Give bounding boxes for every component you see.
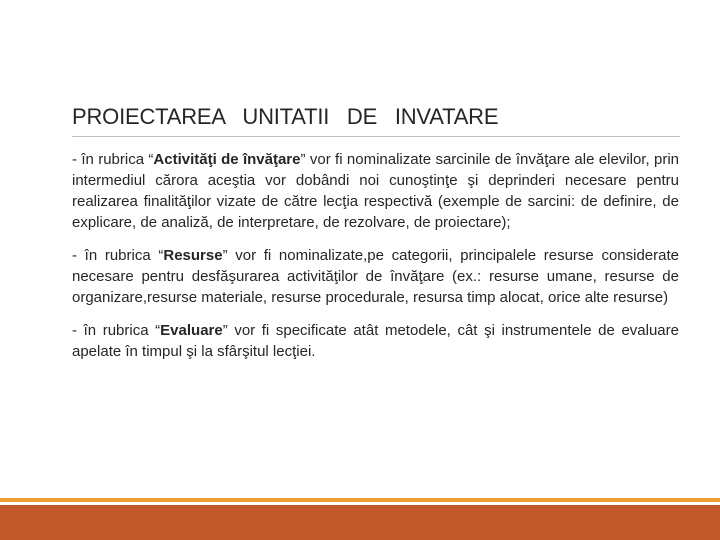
paragraph-text: ” vor fi nominalizate,pe categorii, principalele resurse considerate necesare pentru desfăşurarea activităţilor de învăţare (ex.: resurse umane, resurse de organizare,resurse materiale, resurse procedurale, resursa timp alocat, orice alte resurse): [72, 247, 679, 306]
paragraph-keyword: Activităţi de învăţare: [153, 151, 301, 168]
footer-accent-bar: [0, 505, 720, 540]
paragraph-activitati: [72, 149, 679, 233]
footer-accent-line: [0, 498, 720, 502]
paragraph-prefix: - în rubrica “: [72, 247, 164, 264]
paragraph-keyword: Evaluare: [160, 322, 223, 339]
paragraph-text: ” vor fi nominalizate sarcinile de învăţare ale elevilor, prin intermediul cărora aceştia vor dobândi noi cunoştinţe şi deprinderi necesare pentru realizarea finalităţilor vizate de către lecţia respectivă (exemple de sarcini: de definire, de explicare, de analiză, de interpretare, de rezolvare, de proiectare);: [72, 151, 679, 231]
paragraph-resurse: [72, 245, 679, 308]
paragraph-evaluare: [72, 320, 679, 362]
slide-title: PROIECTAREA UNITATII DE INVATARE: [72, 104, 499, 129]
paragraph-prefix: - în rubrica “: [72, 151, 154, 168]
slide-content: [72, 149, 679, 374]
title-divider: [72, 136, 680, 137]
paragraph-prefix: - în rubrica “: [72, 322, 161, 339]
paragraph-text: ” vor fi specificate atât metodele, cât şi instrumentele de evaluare apelate în timpul şi la sfârşitul lecţiei.: [72, 322, 679, 360]
paragraph-keyword: Resurse: [163, 247, 223, 264]
